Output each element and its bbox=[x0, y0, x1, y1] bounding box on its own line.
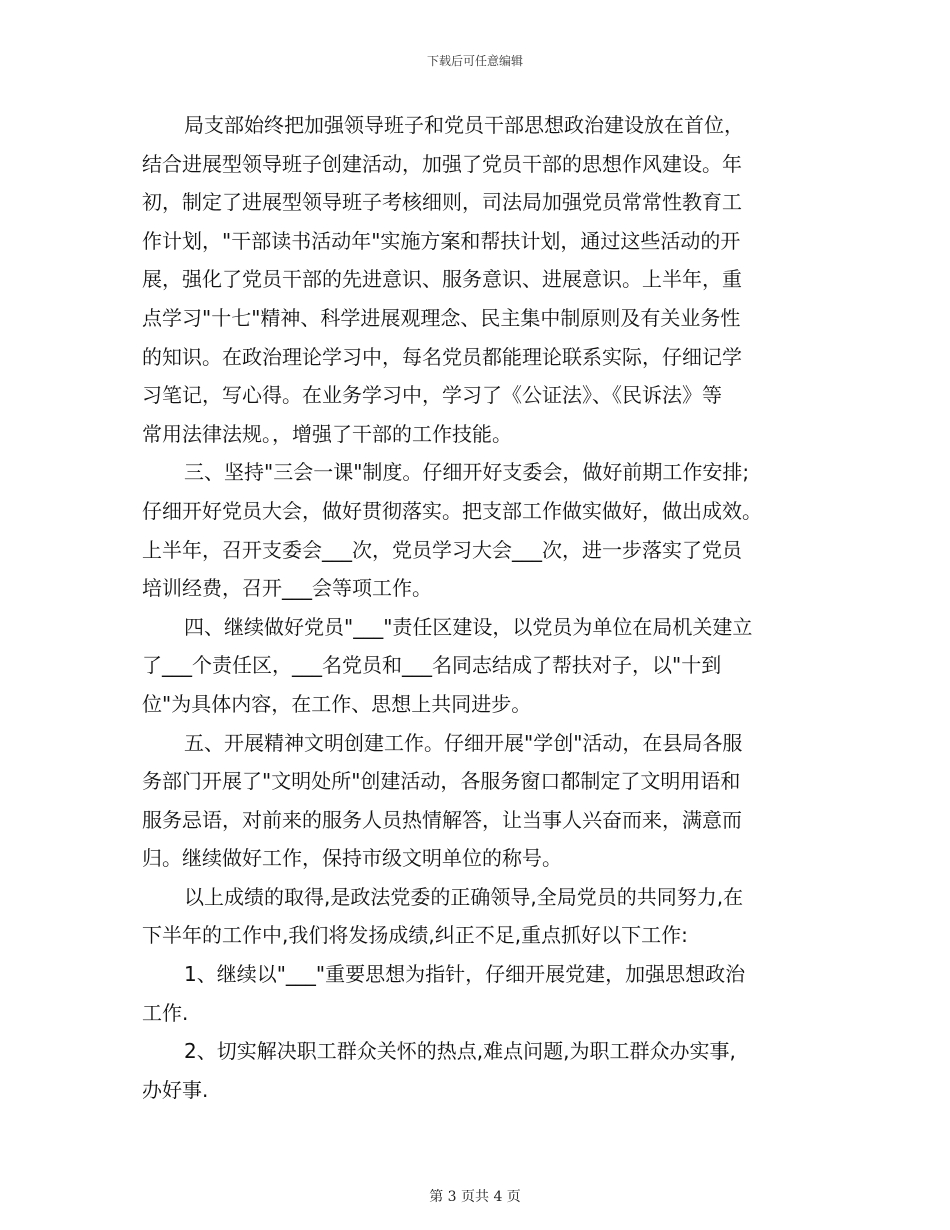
text-line: 作计划，"干部读书活动年"实施方案和帮扶计划，通过这些活动的开 bbox=[142, 228, 741, 253]
paragraph-7 bbox=[142, 1032, 822, 1109]
text-line: 局支部始终把加强领导班子和党员干部思想政治建设放在首位， bbox=[184, 113, 744, 137]
text-line: 展，强化了党员干部的先进意识、服务意识、进展意识。上半年，重 bbox=[142, 267, 742, 292]
text-line: 培训经费，召开___会等项工作。 bbox=[142, 576, 432, 601]
text-line: 1、继续以"___"重要思想为指针，仔细开展党建，加强思想政治 bbox=[184, 962, 746, 987]
text-line: 点学习"十七"精神、科学进展观理念、民主集中制原则及有关业务性 bbox=[142, 305, 741, 330]
page-number-footer: 第 3 页共 4 页 bbox=[429, 1189, 521, 1205]
text-line: 以上成绩的取得,是政法党委的正确领导,全局党员的共同努力,在 bbox=[184, 884, 744, 909]
text-line: 服务忌语，对前来的服务人员热情解答，让当事人兴奋而来，满意而 bbox=[142, 807, 742, 832]
text-line: 三、坚持"三会一课"制度。仔细开好支委会，做好前期工作安排; bbox=[184, 460, 750, 485]
text-line: 工作. bbox=[142, 1000, 189, 1025]
paragraph-4 bbox=[142, 724, 822, 878]
text-line: 习笔记，写心得。在业务学习中，学习了《公证法》、《民诉法》等 bbox=[142, 383, 722, 408]
text-line: 常用法律法规。，增强了干部的工作技能。 bbox=[142, 421, 512, 446]
text-line: 办好事. bbox=[142, 1077, 209, 1102]
text-line: 归。继续做好工作，保持市级文明单位的称号。 bbox=[142, 846, 562, 871]
paragraph-1 bbox=[142, 106, 822, 453]
text-line: 2、切实解决职工群众关怀的热点,难点问题,为职工群众办实事, bbox=[184, 1039, 736, 1064]
text-line: 了___个责任区，___名党员和___名同志结成了帮扶对子，以"十到 bbox=[142, 653, 722, 678]
text-line: 四、继续做好党员"___"责任区建设，以党员为单位在局机关建立 bbox=[184, 614, 753, 639]
text-line: 上半年，召开支委会___次，党员学习大会___次，进一步落实了党员 bbox=[142, 537, 742, 562]
text-line: 下半年的工作中,我们将发扬成绩,纠正不足,重点抓好以下工作: bbox=[142, 923, 688, 948]
text-line: 仔细开好党员大会，做好贯彻落实。把支部工作做实做好，做出成效。 bbox=[142, 498, 762, 523]
text-line: 务部门开展了"文明处所"创建活动，各服务窗口都制定了文明用语和 bbox=[142, 769, 741, 794]
text-line: 位"为具体内容，在工作、思想上共同进步。 bbox=[142, 691, 532, 716]
document-body bbox=[142, 106, 822, 1109]
text-line: 的知识。在政治理论学习中，每名党员都能理论联系实际，仔细记学 bbox=[142, 344, 742, 369]
paragraph-5 bbox=[142, 878, 822, 955]
paragraph-2 bbox=[142, 453, 822, 607]
paragraph-6 bbox=[142, 955, 822, 1032]
text-line: 五、开展精神文明创建工作。仔细开展"学创"活动，在县局各服 bbox=[184, 730, 743, 755]
page-header: 下载后可任意编辑 bbox=[426, 54, 523, 68]
paragraph-3 bbox=[142, 608, 822, 724]
text-line: 初，制定了进展型领导班子考核细则，司法局加强党员常常性教育工 bbox=[142, 190, 742, 215]
text-line: 结合进展型领导班子创建活动，加强了党员干部的思想作风建设。年 bbox=[142, 151, 742, 176]
